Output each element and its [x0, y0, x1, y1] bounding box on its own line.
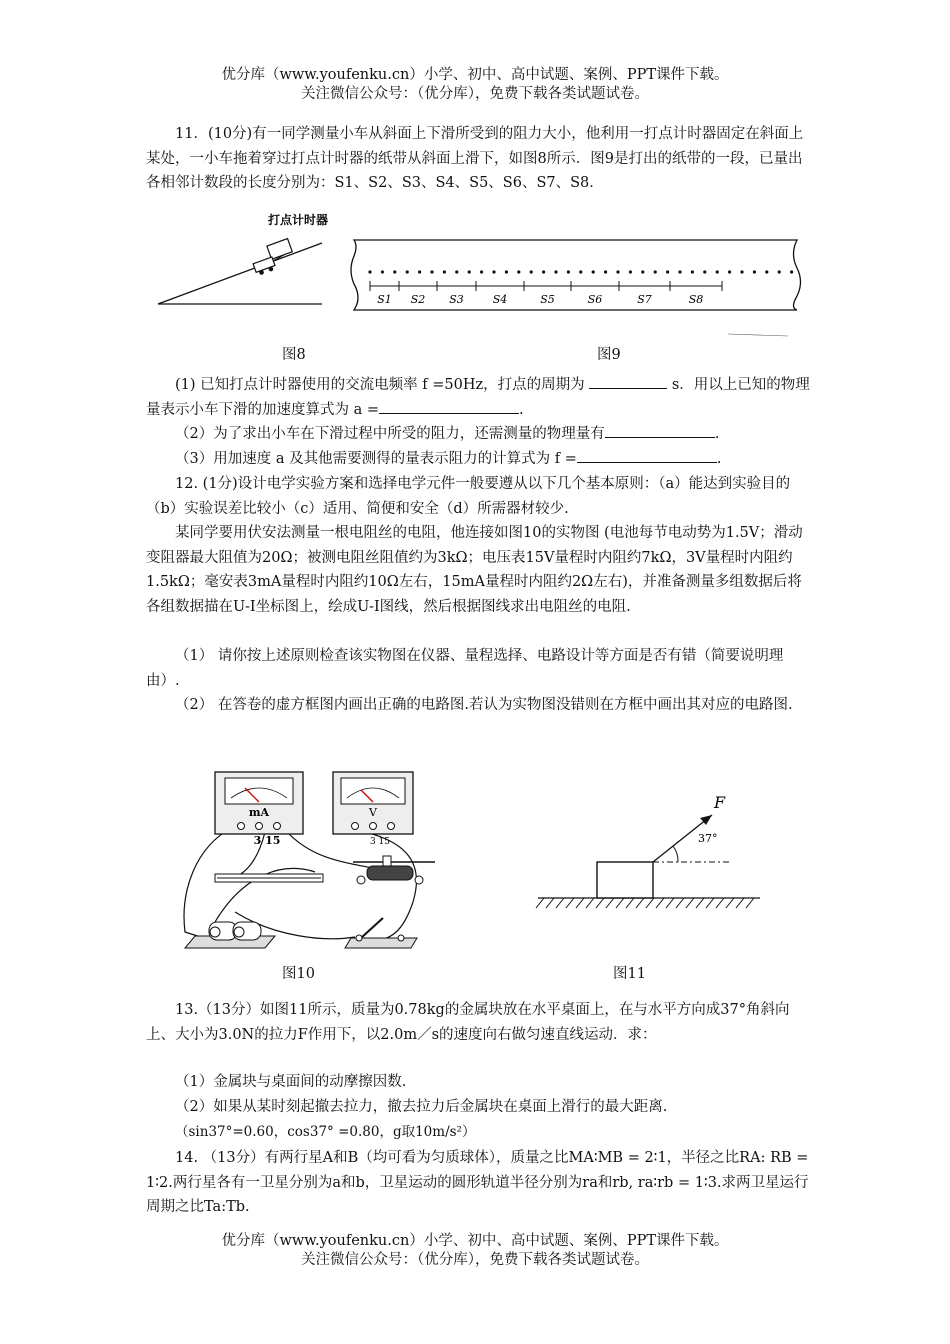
ground-hatch	[656, 898, 664, 908]
q14-stem: 14. （13分）有两行星A和B（均可看为匀质球体），质量之比MA∶MB = 2∶1，半径之比RA: RB = 1∶2.两行星各有一卫星分别为a和b，卫星运动的圆形轨道半径分别为ra和rb, ra∶rb = 1∶3.求两卫星运行周期之比Ta:Tb.	[146, 1150, 809, 1215]
tape-dot	[468, 270, 471, 273]
q11-part3: （3）用加速度 a 及其他需要测得的量表示阻力的计算式为 f = .	[146, 447, 810, 472]
figure-11-block	[530, 790, 780, 920]
figure-10-caption: 图10	[282, 966, 315, 982]
switch	[345, 918, 417, 948]
header-line-2: 关注微信公众号：（优分库），免费下载各类试题试卷。	[301, 86, 649, 102]
tape-dot	[554, 270, 557, 273]
tape-dot	[678, 270, 681, 273]
meter2-unit: V	[369, 806, 377, 819]
rheostat	[353, 856, 435, 884]
q11-part1-a: (1) 已知打点计时器使用的交流电频率 f =50Hz，打点的周期为	[175, 377, 585, 393]
milliammeter	[215, 772, 303, 847]
tape-dot	[517, 270, 520, 273]
tape-dot	[666, 270, 669, 273]
ground-hatch	[696, 898, 704, 908]
tape-dot	[691, 270, 694, 273]
tape-segment-label: S5	[540, 293, 555, 306]
q13-stem: 13.（13分）如图11所示，质量为0.78kg的金属块放在水平桌面上，在与水平方向成37°角斜向上、大小为3.0N的拉力F作用下，以2.0m／s的速度向右做匀速直线运动．求：	[146, 1002, 790, 1043]
ground-hatch	[566, 898, 574, 908]
ground-hatch	[666, 898, 674, 908]
tape-dot	[703, 270, 706, 273]
q13-part2: （2）如果从某时刻起撤去拉力，撤去拉力后金属块在桌面上滑行的最大距离.	[175, 1099, 668, 1115]
ground-hatch	[546, 898, 554, 908]
ground-hatch	[676, 898, 684, 908]
footer-line-1: 优分库（www.youfenku.cn）小学、初中、高中试题、案例、PPT课件下载。	[221, 1233, 729, 1249]
tape-dot	[604, 270, 607, 273]
tape-dot	[480, 270, 483, 273]
timer-label: 打点计时器	[268, 213, 329, 227]
q12-body: 某同学要用伏安法测量一根电阻丝的电阻，他连接如图10的实物图 (电池每节电动势为1.5V；滑动变阻器最大阻值为20Ω；被测电阻丝阻值约为3kΩ；电压表15V量程时内阻约7kΩ，3V量程时内阻约1.5kΩ；毫安表3mA量程时内阻约10Ω左右，15mA量程时内阻约2Ω左右)，并准备测量多组数据后将各组数据描在U-I坐标图上，绘成U-I图线，然后根据图线求出电阻丝的电阻.	[146, 525, 803, 615]
answer-blank-period[interactable]	[589, 374, 667, 389]
tape-dot	[716, 270, 719, 273]
tape-dot	[542, 270, 545, 273]
tape-dot	[567, 270, 570, 273]
meter1-terms: 3 15	[253, 834, 281, 847]
tape-dot	[641, 270, 644, 273]
figure-8-caption: 图8	[282, 347, 306, 363]
ground-hatch	[586, 898, 594, 908]
ground-hatch	[686, 898, 694, 908]
tape-segment-label: S6	[587, 293, 603, 306]
q11-stem	[146, 122, 810, 196]
tape-dot	[579, 270, 582, 273]
voltmeter	[333, 772, 413, 847]
tape-dot	[592, 270, 595, 273]
figure-8-incline	[150, 208, 330, 308]
tape-dot	[616, 270, 619, 273]
tape-dot	[368, 270, 371, 273]
tape-dot	[753, 270, 756, 273]
tape-dot	[492, 270, 495, 273]
ground-hatch	[646, 898, 654, 908]
tape-segment-label: S3	[449, 293, 464, 306]
ground-hatch	[626, 898, 634, 908]
ground-hatch	[616, 898, 624, 908]
ground-hatch	[736, 898, 744, 908]
figure-11-caption: 图11	[613, 966, 646, 982]
tape-dot	[740, 270, 743, 273]
tape-segment-label: S8	[688, 293, 704, 306]
tape-dot	[728, 270, 731, 273]
ground-hatch	[576, 898, 584, 908]
ground-hatch	[706, 898, 714, 908]
ground-hatch	[726, 898, 734, 908]
figure-9-caption: 图9	[597, 347, 621, 363]
q11-seg-list: S1、S2、S3、S4、S5、S6、S7、S8．	[334, 175, 604, 191]
tape-dot	[629, 270, 632, 273]
ground-hatch	[606, 898, 614, 908]
tape-dot	[455, 270, 458, 273]
q11-part3-text: （3）用加速度 a 及其他需要测得的量表示阻力的计算式为 f =	[175, 451, 577, 467]
tape-dot	[443, 270, 446, 273]
footer-line-2: 关注微信公众号：（优分库），免费下载各类试题试卷。	[301, 1252, 649, 1268]
tape-segment-label: S2	[410, 293, 426, 306]
header-line-1: 优分库（www.youfenku.cn）小学、初中、高中试题、案例、PPT课件下载。	[221, 67, 729, 83]
q11-part2: （2）为了求出小车在下滑过程中所受的阻力，还需测量的物理量有 .	[146, 422, 810, 447]
tape-segment-label: S1	[377, 293, 392, 306]
q11-stem-text: 11．(10分)有一同学测量小车从斜面上下滑所受到的阻力大小，他利用一打点计时器固定在斜面上某处，一小车拖着穿过打点计时器的纸带从斜面上滑下，如图8所示．图9是打出的纸带的一段，已量出各相邻计数段的长度分别为：	[146, 126, 804, 191]
answer-blank-quantity[interactable]	[605, 423, 715, 438]
tape-dot	[778, 270, 781, 273]
q12-part1: （1） 请你按上述原则检查该实物图在仪器、量程选择、电路设计等方面是否有错（简要说明理由）.	[146, 648, 784, 689]
tape-dot	[505, 270, 508, 273]
angle-label: 37°	[698, 832, 718, 845]
q12-part2: （2） 在答卷的虚方框图内画出正确的电路图.若认为实物图没错则在方框中画出其对应的电路图.	[175, 697, 793, 713]
force-label: F	[714, 793, 726, 812]
ground-hatch	[746, 898, 754, 908]
tape-dot	[418, 270, 421, 273]
q13-part1: （1）金属块与桌面间的动摩擦因数.	[175, 1074, 407, 1090]
answer-blank-acceleration[interactable]	[379, 399, 519, 414]
tape-dot	[430, 270, 433, 273]
ground-hatch	[556, 898, 564, 908]
resistance-wire	[215, 874, 323, 882]
figure-10-circuit	[175, 762, 445, 960]
q11-part2-text: （2）为了求出小车在下滑过程中所受的阻力，还需测量的物理量有	[175, 426, 605, 442]
meter2-terms: 3 15	[369, 837, 391, 847]
tape-dot	[654, 270, 657, 273]
tape-dot	[393, 270, 396, 273]
tape-dot	[406, 270, 409, 273]
figure-9-tape	[348, 236, 803, 346]
q13-note: （sin37°=0.60，cos37° =0.80，g取10m/s²）	[175, 1124, 476, 1140]
tape-dot	[790, 270, 793, 273]
tape-segment-label: S4	[492, 293, 508, 306]
ground-hatch	[716, 898, 724, 908]
tape-dot	[765, 270, 768, 273]
ground-hatch	[636, 898, 644, 908]
q11-part1-b: s．用以上已知的物理量表示小车下滑的加速度算式为 a =	[146, 377, 810, 418]
ground-hatch	[536, 898, 544, 908]
answer-blank-resistance[interactable]	[577, 448, 717, 463]
tape-dot	[530, 270, 533, 273]
tape-segment-label: S7	[637, 293, 652, 306]
ground-hatch	[596, 898, 604, 908]
q11-part1: (1) 已知打点计时器使用的交流电频率 f =50Hz，打点的周期为 s．用以上已知的物理量表示小车下滑的加速度算式为 a = .	[146, 373, 810, 422]
q12-stem: 12. (1分)设计电学实验方案和选择电学元件一般要遵从以下几个基本原则：（a）能达到实验目的（b）实验误差比较小（c）适用、简便和安全（d）所需器材较少.	[146, 476, 791, 517]
tape-dot	[381, 270, 384, 273]
meter1-unit: mA	[248, 806, 270, 819]
